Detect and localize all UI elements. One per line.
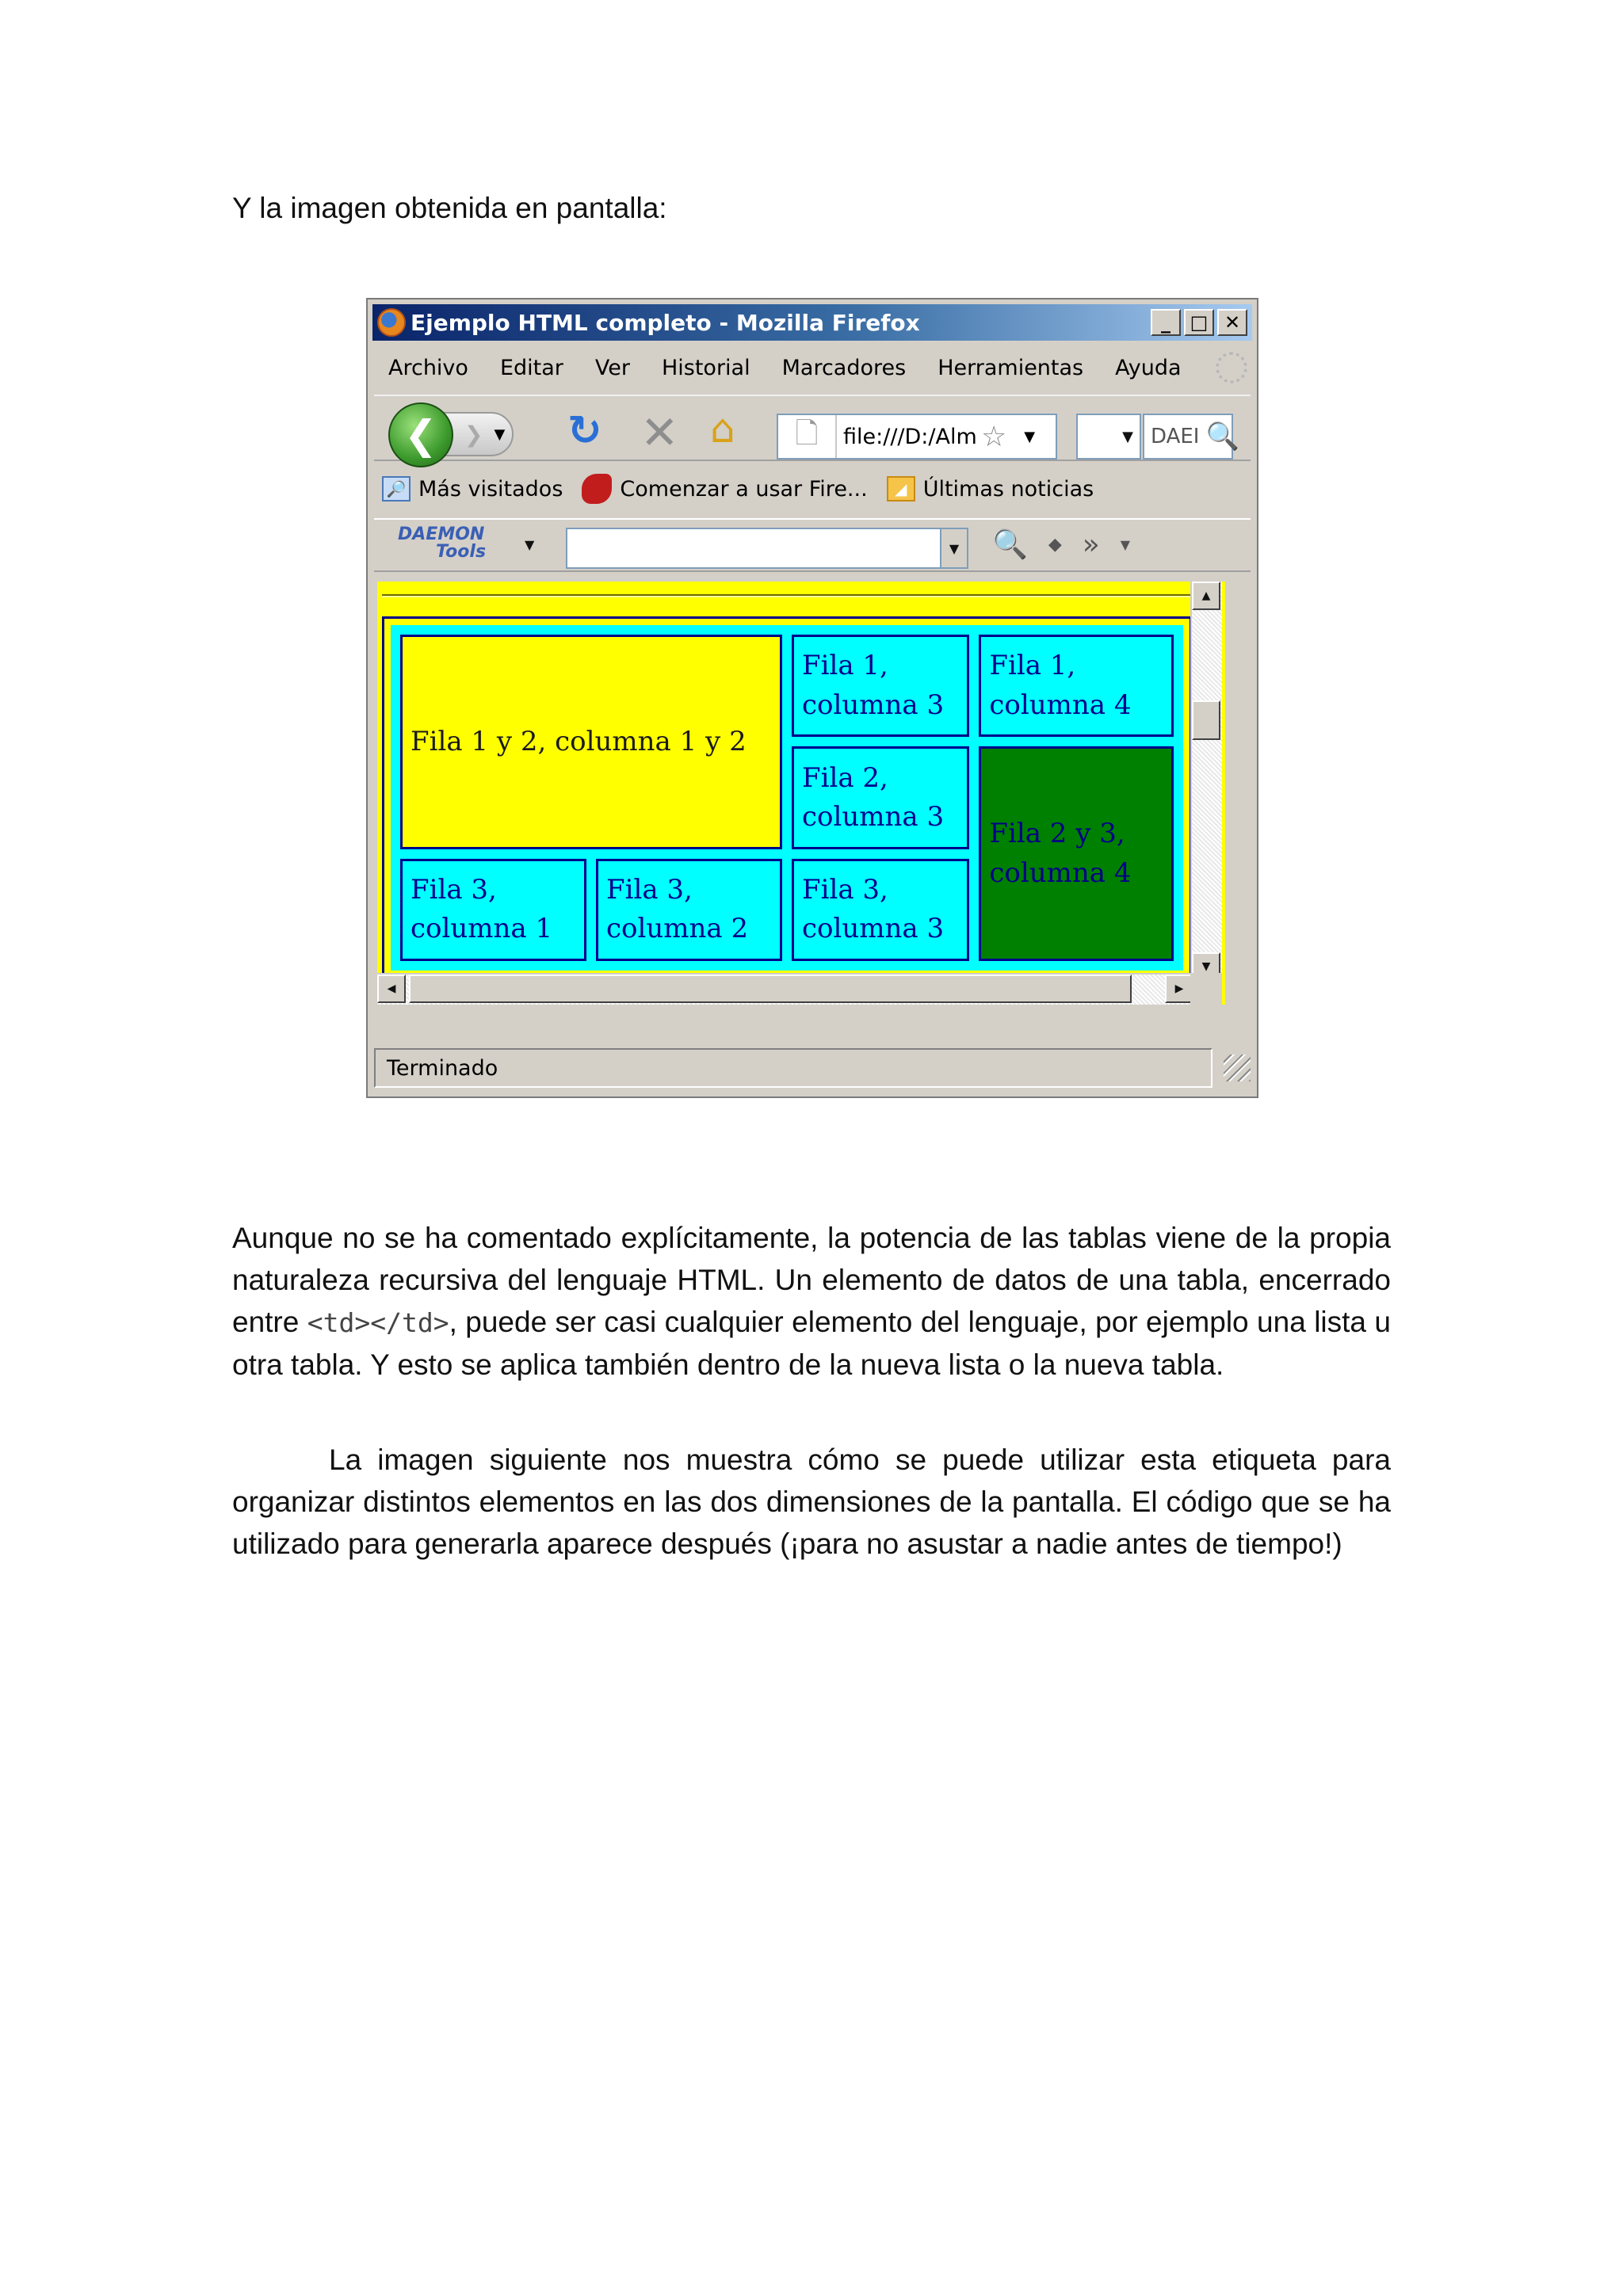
menu-herramientas[interactable]: Herramientas [938,355,1084,380]
back-button[interactable] [388,402,453,467]
cell-row1-col3: Fila 1, columna 3 [792,635,969,737]
reload-icon[interactable]: ↻ [567,407,602,455]
bookmark-comenzar[interactable] [582,474,867,504]
daemon-search-icon[interactable]: 🔍 [992,528,1028,561]
throbber-icon [1216,352,1247,383]
bookmark-label: Comenzar a usar Fire... [620,476,868,502]
status-panel [374,1048,1212,1088]
page-content-area [377,582,1225,1005]
cell-row3-col2: Fila 3, columna 2 [596,859,782,961]
vertical-scroll-thumb[interactable] [1192,700,1220,740]
paragraph-text: , puede ser casi cualquier elemento del lenguaje, por ejemplo una lista u otra tabla. Y esto se aplica también dentro de la nueva lista o la nueva tabla. [232,1306,1391,1381]
url-text[interactable]: file:///D:/Alm [843,424,977,449]
horizontal-rule-top [382,594,1198,597]
home-icon[interactable]: ⌂ [710,406,735,452]
firefox-logo-icon [377,308,406,337]
scrollbar-corner [1190,973,1222,1005]
page-icon: 🗋 [778,415,837,458]
url-bar[interactable] [777,414,1057,460]
bookmark-ultimas-noticias[interactable] [887,476,1094,502]
paragraph-recursive-tables [232,1217,1391,1386]
status-text: Terminado [387,1055,498,1081]
menu-editar[interactable]: Editar [499,355,563,380]
menu-ver[interactable]: Ver [594,355,630,380]
intro-text: Y la imagen obtenida en pantalla: [232,192,667,224]
cell-row2-col3: Fila 2, columna 3 [792,746,969,849]
history-dropdown-icon[interactable]: ▼ [494,425,506,443]
horizontal-scrollbar[interactable] [377,973,1193,1005]
firefox-start-icon [582,474,612,504]
scroll-left-icon[interactable]: ◀ [377,974,406,1003]
combo-dropdown-icon[interactable]: ▼ [940,529,967,567]
overflow-dropdown-icon[interactable]: ▼ [1120,536,1131,552]
bookmark-mas-visitados[interactable] [382,476,563,502]
cell-rows-2-3-col4: Fila 2 y 3, columna 4 [979,746,1174,961]
scroll-down-icon[interactable]: ▼ [1192,952,1220,981]
firefox-window-screenshot [366,298,1258,1098]
maximize-button[interactable]: □ [1184,309,1214,336]
folder-search-icon: 🔎 [382,476,411,502]
daemon-dropdown-icon[interactable]: ▼ [525,537,535,552]
toolbar-separator-icon: ◆ [1048,534,1062,555]
menu-bar [377,350,1247,385]
cell-row3-col3: Fila 3, columna 3 [792,859,969,961]
magnifier-icon[interactable]: 🔍 [1205,421,1239,452]
navigation-toolbar [374,395,1251,461]
vertical-scrollbar[interactable] [1190,582,1222,981]
search-engine-selector[interactable] [1076,414,1141,460]
close-button[interactable]: ✕ [1217,309,1247,336]
bookmark-label: Últimas noticias [922,476,1094,502]
minimize-button[interactable]: _ [1151,309,1181,336]
cell-row3-col1: Fila 3, columna 1 [400,859,586,961]
daemon-toolbar-icons [992,528,1130,561]
back-arrow-icon: ❮ [404,412,437,458]
menu-archivo[interactable]: Archivo [388,355,468,380]
horizontal-scroll-thumb[interactable] [409,974,1132,1003]
paragraph-next-image: La imagen siguiente nos muestra cómo se puede utilizar esta etiqueta para organizar distintos elementos en las dos dimensiones de la pantalla. El código que se ha utilizado para generarla aparece después (¡para no asustar a nadie antes de tiempo!) [232,1444,1391,1560]
forward-arrow-icon: ❯ [464,421,483,448]
search-placeholder: DAEI [1151,425,1200,448]
scroll-right-icon[interactable]: ▶ [1165,974,1193,1003]
search-input[interactable] [1143,414,1239,460]
overflow-chevron-icon[interactable]: » [1082,528,1100,561]
rss-feed-icon: ◢ [887,476,915,502]
paragraph-text: Aunque no se ha comentado explícitamente, la potencia de las tablas viene de la propia naturaleza recursiva del lenguaje HTML. Un elemento de datos de una tabla, encerrado entre [232,1222,1391,1338]
star-icon[interactable]: ☆ [981,420,1007,453]
bookmarks-toolbar [382,469,1249,509]
tools-logo-word: Tools [436,542,487,562]
daemon-logo-word: DAEMON [398,524,485,544]
cell-rows-1-2-cols-1-2: Fila 1 y 2, columna 1 y 2 [400,635,782,849]
window-buttons [1151,309,1247,336]
cell-row1-col4: Fila 1, columna 4 [979,635,1174,737]
daemon-search-combo[interactable] [566,528,968,569]
menu-marcadores[interactable]: Marcadores [781,355,907,380]
daemon-tools-logo [398,526,486,561]
window-title: Ejemplo HTML completo - Mozilla Firefox [411,309,920,336]
daemon-tools-toolbar [374,518,1251,572]
inline-code-td: <td></td> [307,1307,449,1338]
bookmark-label: Más visitados [418,476,563,502]
title-bar [372,304,1252,341]
resize-grip-icon[interactable] [1224,1055,1251,1081]
demo-table-frame [382,616,1192,979]
stop-icon[interactable]: ✕ [640,406,679,460]
url-dropdown-icon[interactable]: ▼ [1024,428,1036,445]
scroll-up-icon[interactable]: ▲ [1192,582,1220,610]
menu-ayuda[interactable]: Ayuda [1115,355,1182,380]
menu-historial[interactable]: Historial [661,355,750,380]
status-bar [374,1046,1251,1090]
demo-table [391,625,1183,971]
engine-dropdown-icon: ▼ [1122,428,1133,445]
